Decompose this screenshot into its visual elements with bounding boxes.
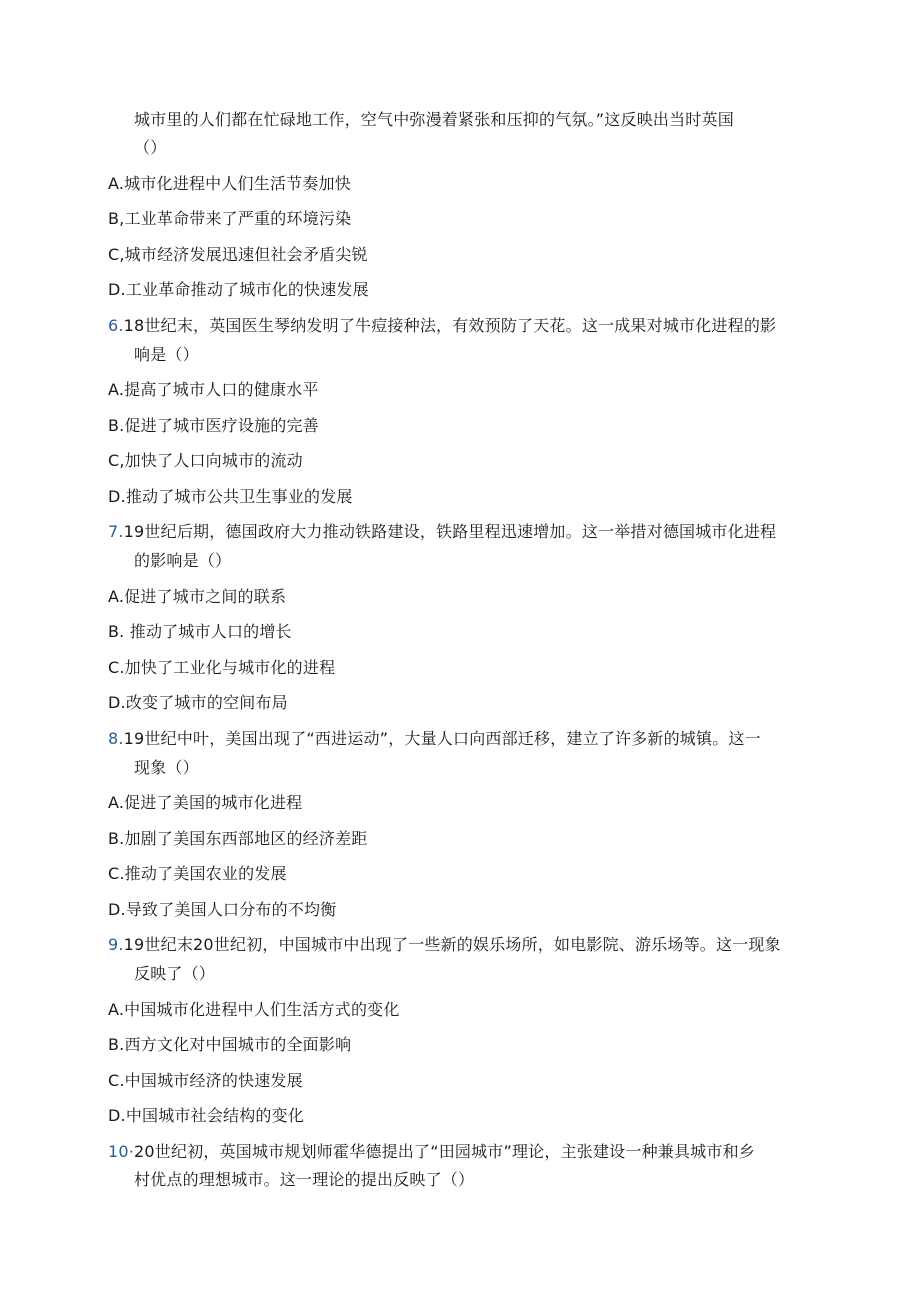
question-number: 9. xyxy=(108,935,124,954)
q10-stem-line2: 村优点的理想城市。这一理论的提出反映了（） xyxy=(134,1170,475,1189)
q9-option-b xyxy=(108,1035,351,1055)
q9-option-a xyxy=(108,1000,400,1020)
option-label: C. xyxy=(108,864,125,883)
q9-option-d xyxy=(108,1106,304,1126)
q6-option-b xyxy=(108,416,319,436)
option-label: A. xyxy=(108,380,125,399)
q6-option-d xyxy=(108,487,353,507)
question-number: 6. xyxy=(108,316,124,335)
option-text: 加剧了美国东西部地区的经济差距 xyxy=(124,829,368,848)
question-number: 10· xyxy=(108,1142,135,1161)
option-label: D. xyxy=(108,280,126,299)
option-text: 加快了工业化与城市化的进程 xyxy=(124,658,336,677)
q5-option-b xyxy=(108,209,351,229)
option-label: C, xyxy=(108,451,125,470)
option-label: C. xyxy=(108,1071,125,1090)
option-label: B. xyxy=(108,1035,125,1054)
option-label: D. xyxy=(108,693,126,712)
q9-option-c xyxy=(108,1071,303,1091)
q8-stem-line2: 现象（） xyxy=(134,758,199,777)
question-text: 20世纪初，英国城市规划师霍华德提出了“田园城市”理论，主张建设一种兼具城市和乡 xyxy=(134,1142,755,1161)
q8-option-b xyxy=(108,829,367,849)
question-text: 19世纪后期，德国政府大力推动铁路建设，铁路里程迅速增加。这一举措对德国城市化进程 xyxy=(123,522,777,541)
option-text: 中国城市社会结构的变化 xyxy=(125,1106,305,1125)
q9-stem-line1 xyxy=(108,935,781,955)
option-text: 促进了美国的城市化进程 xyxy=(124,793,303,812)
question-text: 18世纪末，英国医生琴纳发明了牛痘接种法，有效预防了天花。这一成果对城市化进程的影 xyxy=(123,316,777,335)
q5-option-c xyxy=(108,245,368,265)
option-label: A. xyxy=(108,174,125,193)
q5-stem-line1: 城市里的人们都在忙碌地工作，空气中弥漫着紧张和压抑的气氛。”这反映出当时英国 xyxy=(134,110,734,129)
q7-option-d xyxy=(108,693,288,713)
q6-stem-line1 xyxy=(108,316,776,336)
option-text: 导致了美国人口分布的不均衡 xyxy=(125,900,337,919)
option-label: A. xyxy=(108,793,125,812)
option-text: 中国城市化进程中人们生活方式的变化 xyxy=(124,1000,400,1019)
option-text: 加快了人口向城市的流动 xyxy=(124,451,303,470)
option-label: D. xyxy=(108,487,126,506)
option-text: 工业革命带来了严重的环境污染 xyxy=(124,209,352,228)
q6-stem-line2: 响是（） xyxy=(134,345,199,364)
option-text: 城市经济发展迅速但社会矛盾尖锐 xyxy=(124,245,368,264)
option-text: 城市化进程中人们生活节奏加快 xyxy=(124,174,351,193)
q8-option-a xyxy=(108,793,302,813)
option-label: C, xyxy=(108,245,125,264)
option-text: 推动了城市公共卫生事业的发展 xyxy=(125,487,353,506)
option-text: 提高了城市人口的健康水平 xyxy=(124,380,319,399)
option-label: B, xyxy=(108,209,125,228)
q10-stem-line1 xyxy=(108,1142,755,1162)
q8-option-c xyxy=(108,864,287,884)
q8-stem-line1 xyxy=(108,729,761,749)
option-label: B. xyxy=(108,416,125,435)
q8-option-d xyxy=(108,900,336,920)
question-number: 7. xyxy=(108,522,124,541)
q5-option-d xyxy=(108,280,369,300)
q7-option-a xyxy=(108,587,286,607)
q7-option-c xyxy=(108,658,335,678)
question-text: 19世纪末20世纪初，中国城市中出现了一些新的娱乐场所，如电影院、游乐场等。这一现象 xyxy=(123,935,781,954)
q7-option-b xyxy=(108,622,292,642)
q9-stem-line2: 反映了（） xyxy=(134,964,216,983)
question-number: 8. xyxy=(108,729,124,748)
option-label: B. xyxy=(108,622,125,641)
option-text: 推动了美国农业的发展 xyxy=(124,864,287,883)
option-text: 推动了城市人口的增长 xyxy=(124,622,292,641)
option-text: 工业革命推动了城市化的快速发展 xyxy=(125,280,369,299)
question-text: 19世纪中叶，美国出现了“西进运动”，大量人口向西部迁移，建立了许多新的城镇。这一 xyxy=(123,729,761,748)
q7-stem-line1 xyxy=(108,522,776,542)
q7-stem-line2: 的影响是（） xyxy=(134,551,232,570)
q6-option-c xyxy=(108,451,303,471)
option-text: 改变了城市的空间布局 xyxy=(125,693,288,712)
q5-option-a xyxy=(108,174,351,194)
option-text: 西方文化对中国城市的全面影响 xyxy=(124,1035,352,1054)
option-label: D. xyxy=(108,1106,126,1125)
q5-stem-line2: （） xyxy=(134,138,167,157)
option-label: C. xyxy=(108,658,125,677)
option-text: 中国城市经济的快速发展 xyxy=(124,1071,303,1090)
option-text: 促进了城市医疗设施的完善 xyxy=(124,416,319,435)
option-label: A. xyxy=(108,1000,125,1019)
q6-option-a xyxy=(108,380,319,400)
option-text: 促进了城市之间的联系 xyxy=(124,587,287,606)
option-label: D. xyxy=(108,900,126,919)
option-label: B. xyxy=(108,829,125,848)
option-label: A. xyxy=(108,587,125,606)
